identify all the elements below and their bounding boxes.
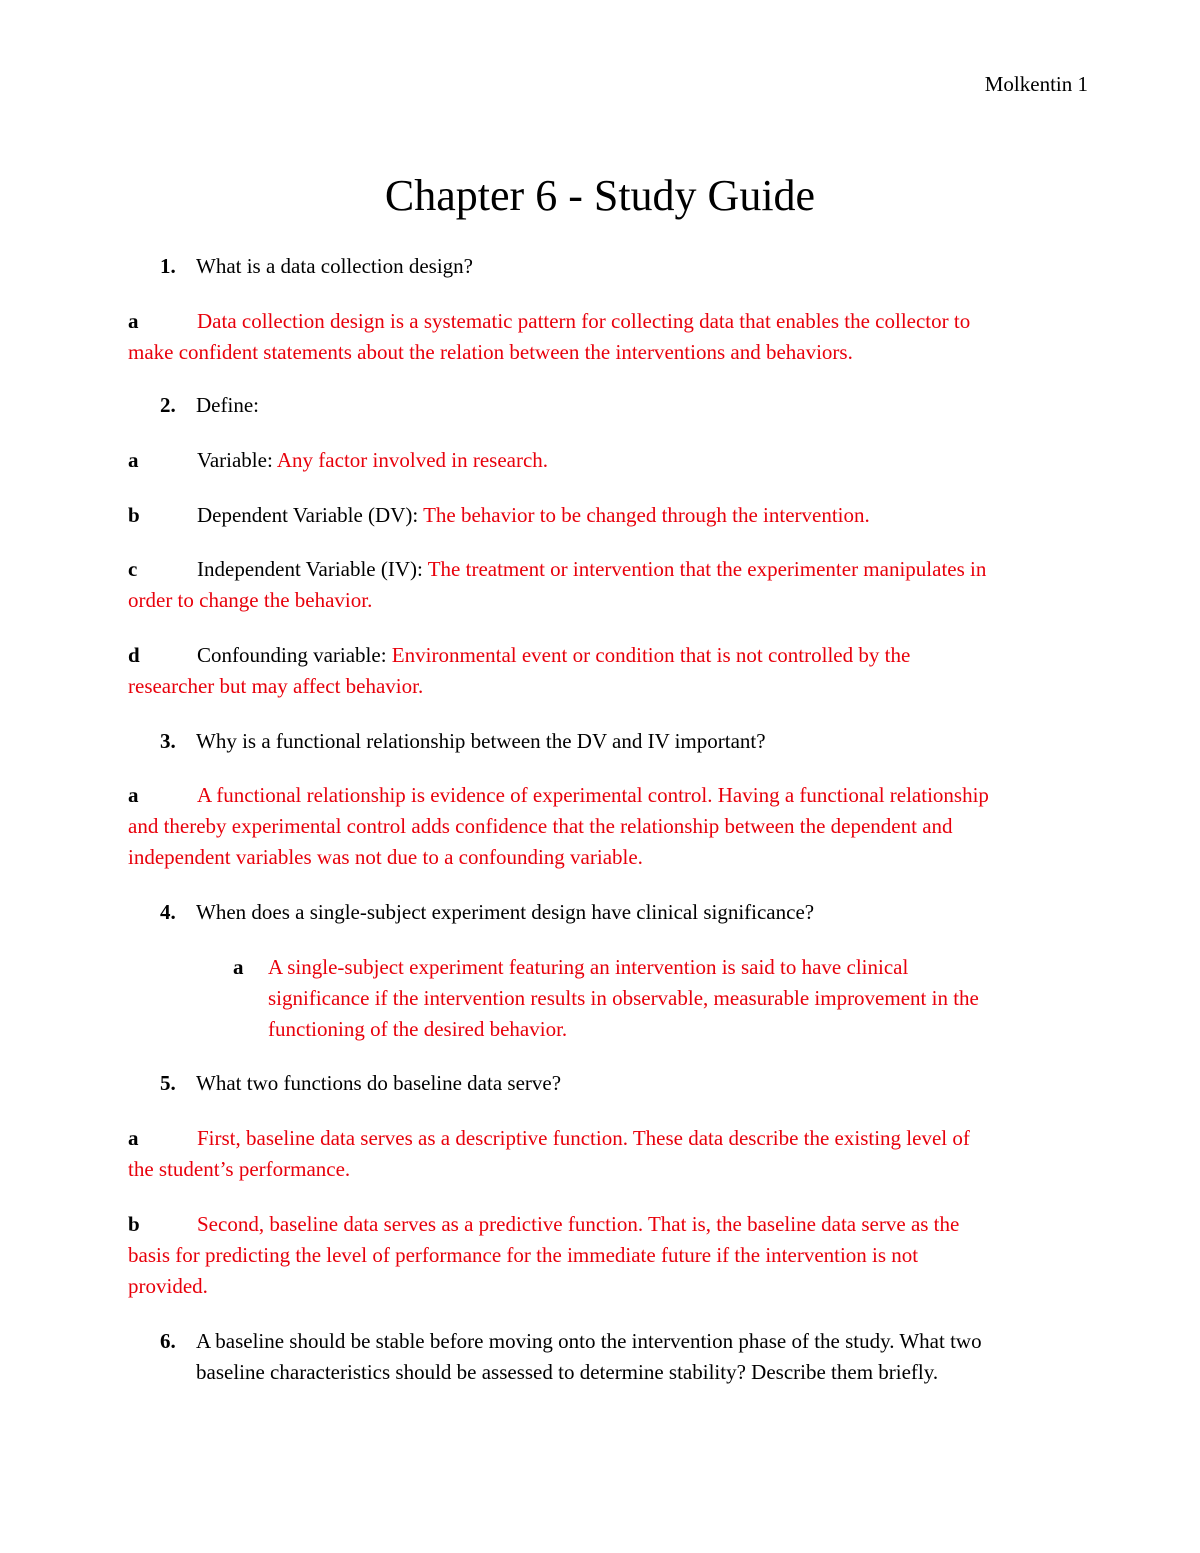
definition-d [128, 640, 1088, 702]
answer-marker: a [233, 955, 244, 979]
answer-marker: d [128, 643, 140, 667]
definition-term: Variable: [197, 448, 277, 472]
answer-marker: a [128, 448, 139, 472]
question-5 [160, 1068, 1090, 1099]
page-header: Molkentin 1 [984, 72, 1088, 96]
answer-3a [128, 780, 1088, 873]
question-2 [160, 390, 1090, 421]
question-text: Why is a functional relationship between the DV and IV important? [196, 729, 766, 753]
question-text: A baseline should be stable before moving onto the intervention phase of the study. What two [196, 1329, 982, 1353]
question-text: baseline characteristics should be assessed to determine stability? Describe them briefly. [196, 1360, 939, 1384]
answer-text: basis for predicting the level of performance for the immediate future if the intervention is not [128, 1243, 919, 1267]
question-text: Define: [196, 393, 259, 417]
answer-marker: c [128, 557, 138, 581]
question-number: 5. [160, 1071, 176, 1095]
definition-b [128, 500, 1088, 531]
answer-marker: a [128, 783, 139, 807]
answer-marker: b [128, 1212, 140, 1236]
answer-text: the student’s performance. [128, 1157, 351, 1181]
definition-text: The behavior to be changed through the intervention. [423, 503, 870, 527]
question-number: 2. [160, 393, 176, 417]
question-6 [160, 1326, 1090, 1388]
definition-text: Environmental event or condition that is not controlled by the [391, 643, 911, 667]
answer-text: significance if the intervention results in observable, measurable improvement in the [268, 986, 979, 1010]
question-text: What two functions do baseline data serve? [196, 1071, 562, 1095]
answer-text: independent variables was not due to a confounding variable. [128, 845, 643, 869]
answer-text: provided. [128, 1274, 208, 1298]
definition-term: Dependent Variable (DV): [197, 503, 424, 527]
answer-4a [233, 952, 1088, 1045]
definition-term: Confounding variable: [197, 643, 392, 667]
question-number: 6. [160, 1329, 176, 1353]
question-text: What is a data collection design? [196, 254, 473, 278]
answer-marker: a [128, 309, 139, 333]
definition-term: Independent Variable (IV): [197, 557, 428, 581]
definition-c [128, 554, 1088, 616]
answer-marker: b [128, 503, 140, 527]
answer-text: functioning of the desired behavior. [268, 1017, 568, 1041]
question-1 [160, 251, 1090, 282]
answer-text: make confident statements about the relation between the interventions and behaviors. [128, 340, 853, 364]
answer-text: A single-subject experiment featuring an intervention is said to have clinical [268, 955, 909, 979]
definition-text: order to change the behavior. [128, 588, 373, 612]
question-4 [160, 897, 1090, 928]
answer-marker: a [128, 1126, 139, 1150]
definition-text: researcher but may affect behavior. [128, 674, 424, 698]
answer-1a [128, 306, 1088, 368]
answer-text: and thereby experimental control adds confidence that the relationship between the dependent and [128, 814, 953, 838]
question-number: 3. [160, 729, 176, 753]
definition-text: The treatment or intervention that the experimenter manipulates in [427, 557, 987, 581]
question-number: 1. [160, 254, 176, 278]
answer-text: Second, baseline data serves as a predictive function. That is, the baseline data serve as the [197, 1212, 960, 1236]
answer-5a [128, 1123, 1088, 1185]
definition-a [128, 445, 1088, 476]
definition-text: Any factor involved in research. [276, 448, 549, 472]
page-title: Chapter 6 - Study Guide [384, 171, 816, 220]
answer-text: A functional relationship is evidence of experimental control. Having a functional relationship [197, 783, 989, 807]
question-3 [160, 726, 1090, 757]
question-number: 4. [160, 900, 176, 924]
question-text: When does a single-subject experiment design have clinical significance? [196, 900, 815, 924]
answer-text: First, baseline data serves as a descriptive function. These data describe the existing level of [197, 1126, 970, 1150]
answer-text: Data collection design is a systematic pattern for collecting data that enables the collector to [197, 309, 971, 333]
answer-5b [128, 1209, 1088, 1302]
